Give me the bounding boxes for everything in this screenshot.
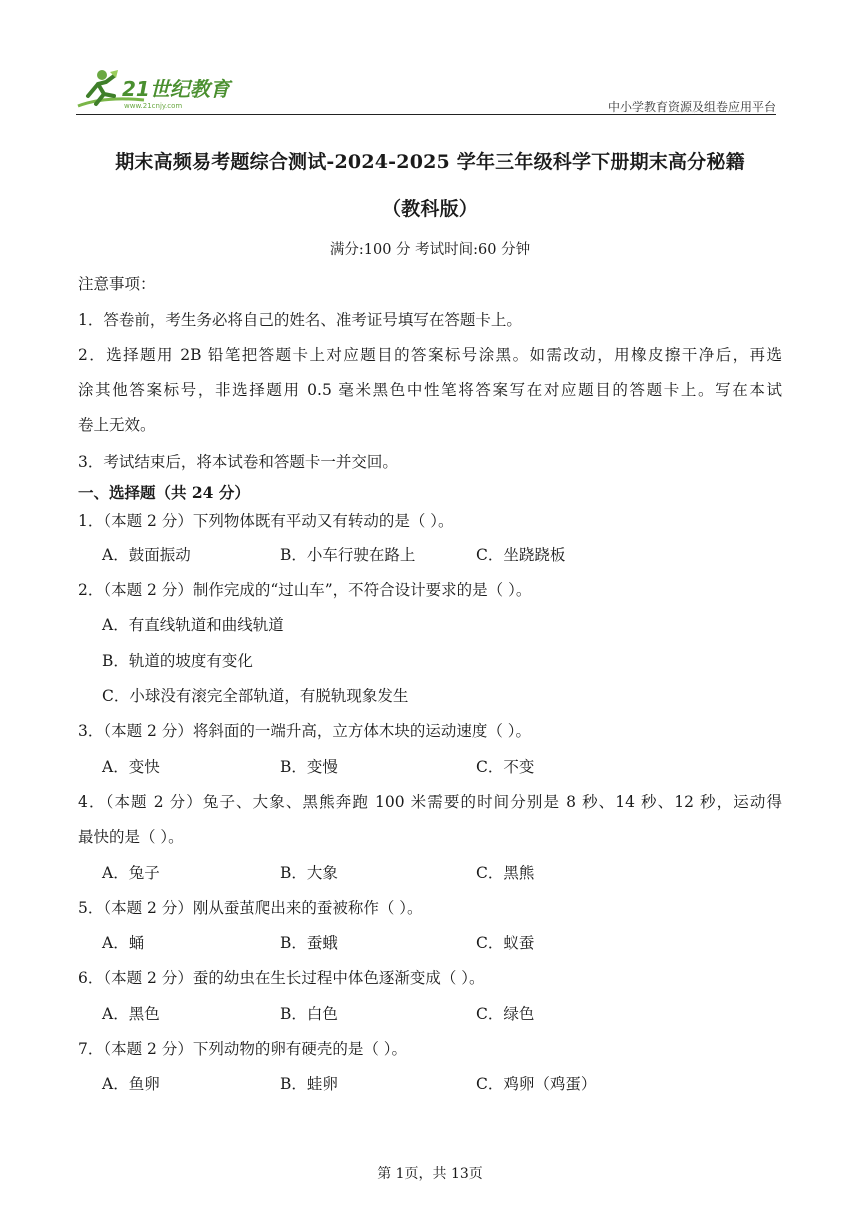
note-item-2-line-2: 涂其他答案标号，非选择题用 0.5 毫米黑色中性笔将答案写在对应题目的答题卡上。写在本试 — [78, 381, 782, 399]
notes-heading: 注意事项： — [78, 275, 156, 293]
question-3-stem: 3．（本题 2 分）将斜面的一端升高，立方体木块的运动速度（ ）。 — [78, 722, 532, 740]
option-c: C．坐跷跷板 — [476, 546, 566, 564]
option-b: B．蚕蛾 — [280, 934, 338, 952]
question-6-options — [78, 1002, 782, 1024]
option-c: C．不变 — [476, 758, 535, 776]
runner-logo-icon — [74, 66, 244, 112]
option-a: A．黑色 — [102, 1005, 160, 1023]
option-b: B．变慢 — [280, 758, 338, 776]
question-2-option-c: C．小球没有滚完全部轨道，有脱轨现象发生 — [102, 687, 409, 705]
question-7-options — [78, 1072, 782, 1094]
question-2-option-b: B．轨道的坡度有变化 — [102, 652, 253, 670]
option-c: C．鸡卵（鸡蛋） — [476, 1075, 597, 1093]
svg-text:21世纪教育: 21世纪教育 — [122, 77, 230, 101]
logo — [74, 66, 244, 112]
exam-meta: 满分:100 分 考试时间:60 分钟 — [329, 242, 531, 258]
option-b: B．大象 — [280, 864, 338, 882]
svg-text:www.21cnjy.com: www.21cnjy.com — [124, 102, 183, 110]
note-item-3: 3．考试结束后，将本试卷和答题卡一并交回。 — [78, 453, 398, 471]
header-divider — [76, 114, 776, 115]
question-7-stem: 7．（本题 2 分）下列动物的卵有硬壳的是（ ）。 — [78, 1040, 408, 1058]
option-a: A．鼓面振动 — [102, 546, 191, 564]
exam-title: 期末高频易考题综合测试-2024-2025 学年三年级科学下册期末高分秘籍 — [115, 151, 745, 173]
question-4-options — [78, 861, 782, 883]
question-1-stem: 1．（本题 2 分）下列物体既有平动又有转动的是（ ）。 — [78, 512, 454, 530]
option-b: B．小车行驶在路上 — [280, 546, 416, 564]
option-c: C．蚁蚕 — [476, 934, 535, 952]
option-b: B．蛙卵 — [280, 1075, 338, 1093]
question-4-stem-line-2: 最快的是（ ）。 — [78, 828, 184, 846]
question-6-stem: 6．（本题 2 分）蚕的幼虫在生长过程中体色逐渐变成（ ）。 — [78, 969, 485, 987]
question-5-options — [78, 931, 782, 953]
option-a: A．蛹 — [102, 934, 145, 952]
note-item-1: 1．答卷前，考生务必将自己的姓名、准考证号填写在答题卡上。 — [78, 311, 522, 329]
option-c: C．黑熊 — [476, 864, 535, 882]
option-c: C．绿色 — [476, 1005, 535, 1023]
option-b: B．白色 — [280, 1005, 338, 1023]
question-2-stem: 2．（本题 2 分）制作完成的“过山车”，不符合设计要求的是（ ）。 — [78, 581, 532, 599]
question-2-option-a: A．有直线轨道和曲线轨道 — [102, 616, 284, 634]
question-3-options — [78, 755, 782, 777]
exam-subtitle: （教科版） — [381, 198, 478, 220]
note-item-2-line-1: 2．选择题用 2B 铅笔把答题卡上对应题目的答案标号涂黑。如需改动，用橡皮擦干净后，再选 — [78, 346, 782, 364]
question-1-options — [78, 543, 782, 565]
option-a: A．变快 — [102, 758, 160, 776]
note-item-2-line-3: 卷上无效。 — [78, 416, 156, 434]
option-a: A．兔子 — [102, 864, 160, 882]
question-5-stem: 5．（本题 2 分）刚从蚕茧爬出来的蚕被称作（ ）。 — [78, 899, 423, 917]
question-4-stem-line-1: 4．（本题 2 分）兔子、大象、黑熊奔跑 100 米需要的时间分别是 8 秒、14 秒、12 秒，运动得 — [78, 793, 782, 811]
page-number: 第 1页，共 13页 — [377, 1166, 483, 1182]
platform-name: 中小学教育资源及组卷应用平台 — [607, 100, 776, 114]
option-a: A．鱼卵 — [102, 1075, 160, 1093]
section-heading: 一、选择题（共 24 分） — [78, 483, 250, 502]
